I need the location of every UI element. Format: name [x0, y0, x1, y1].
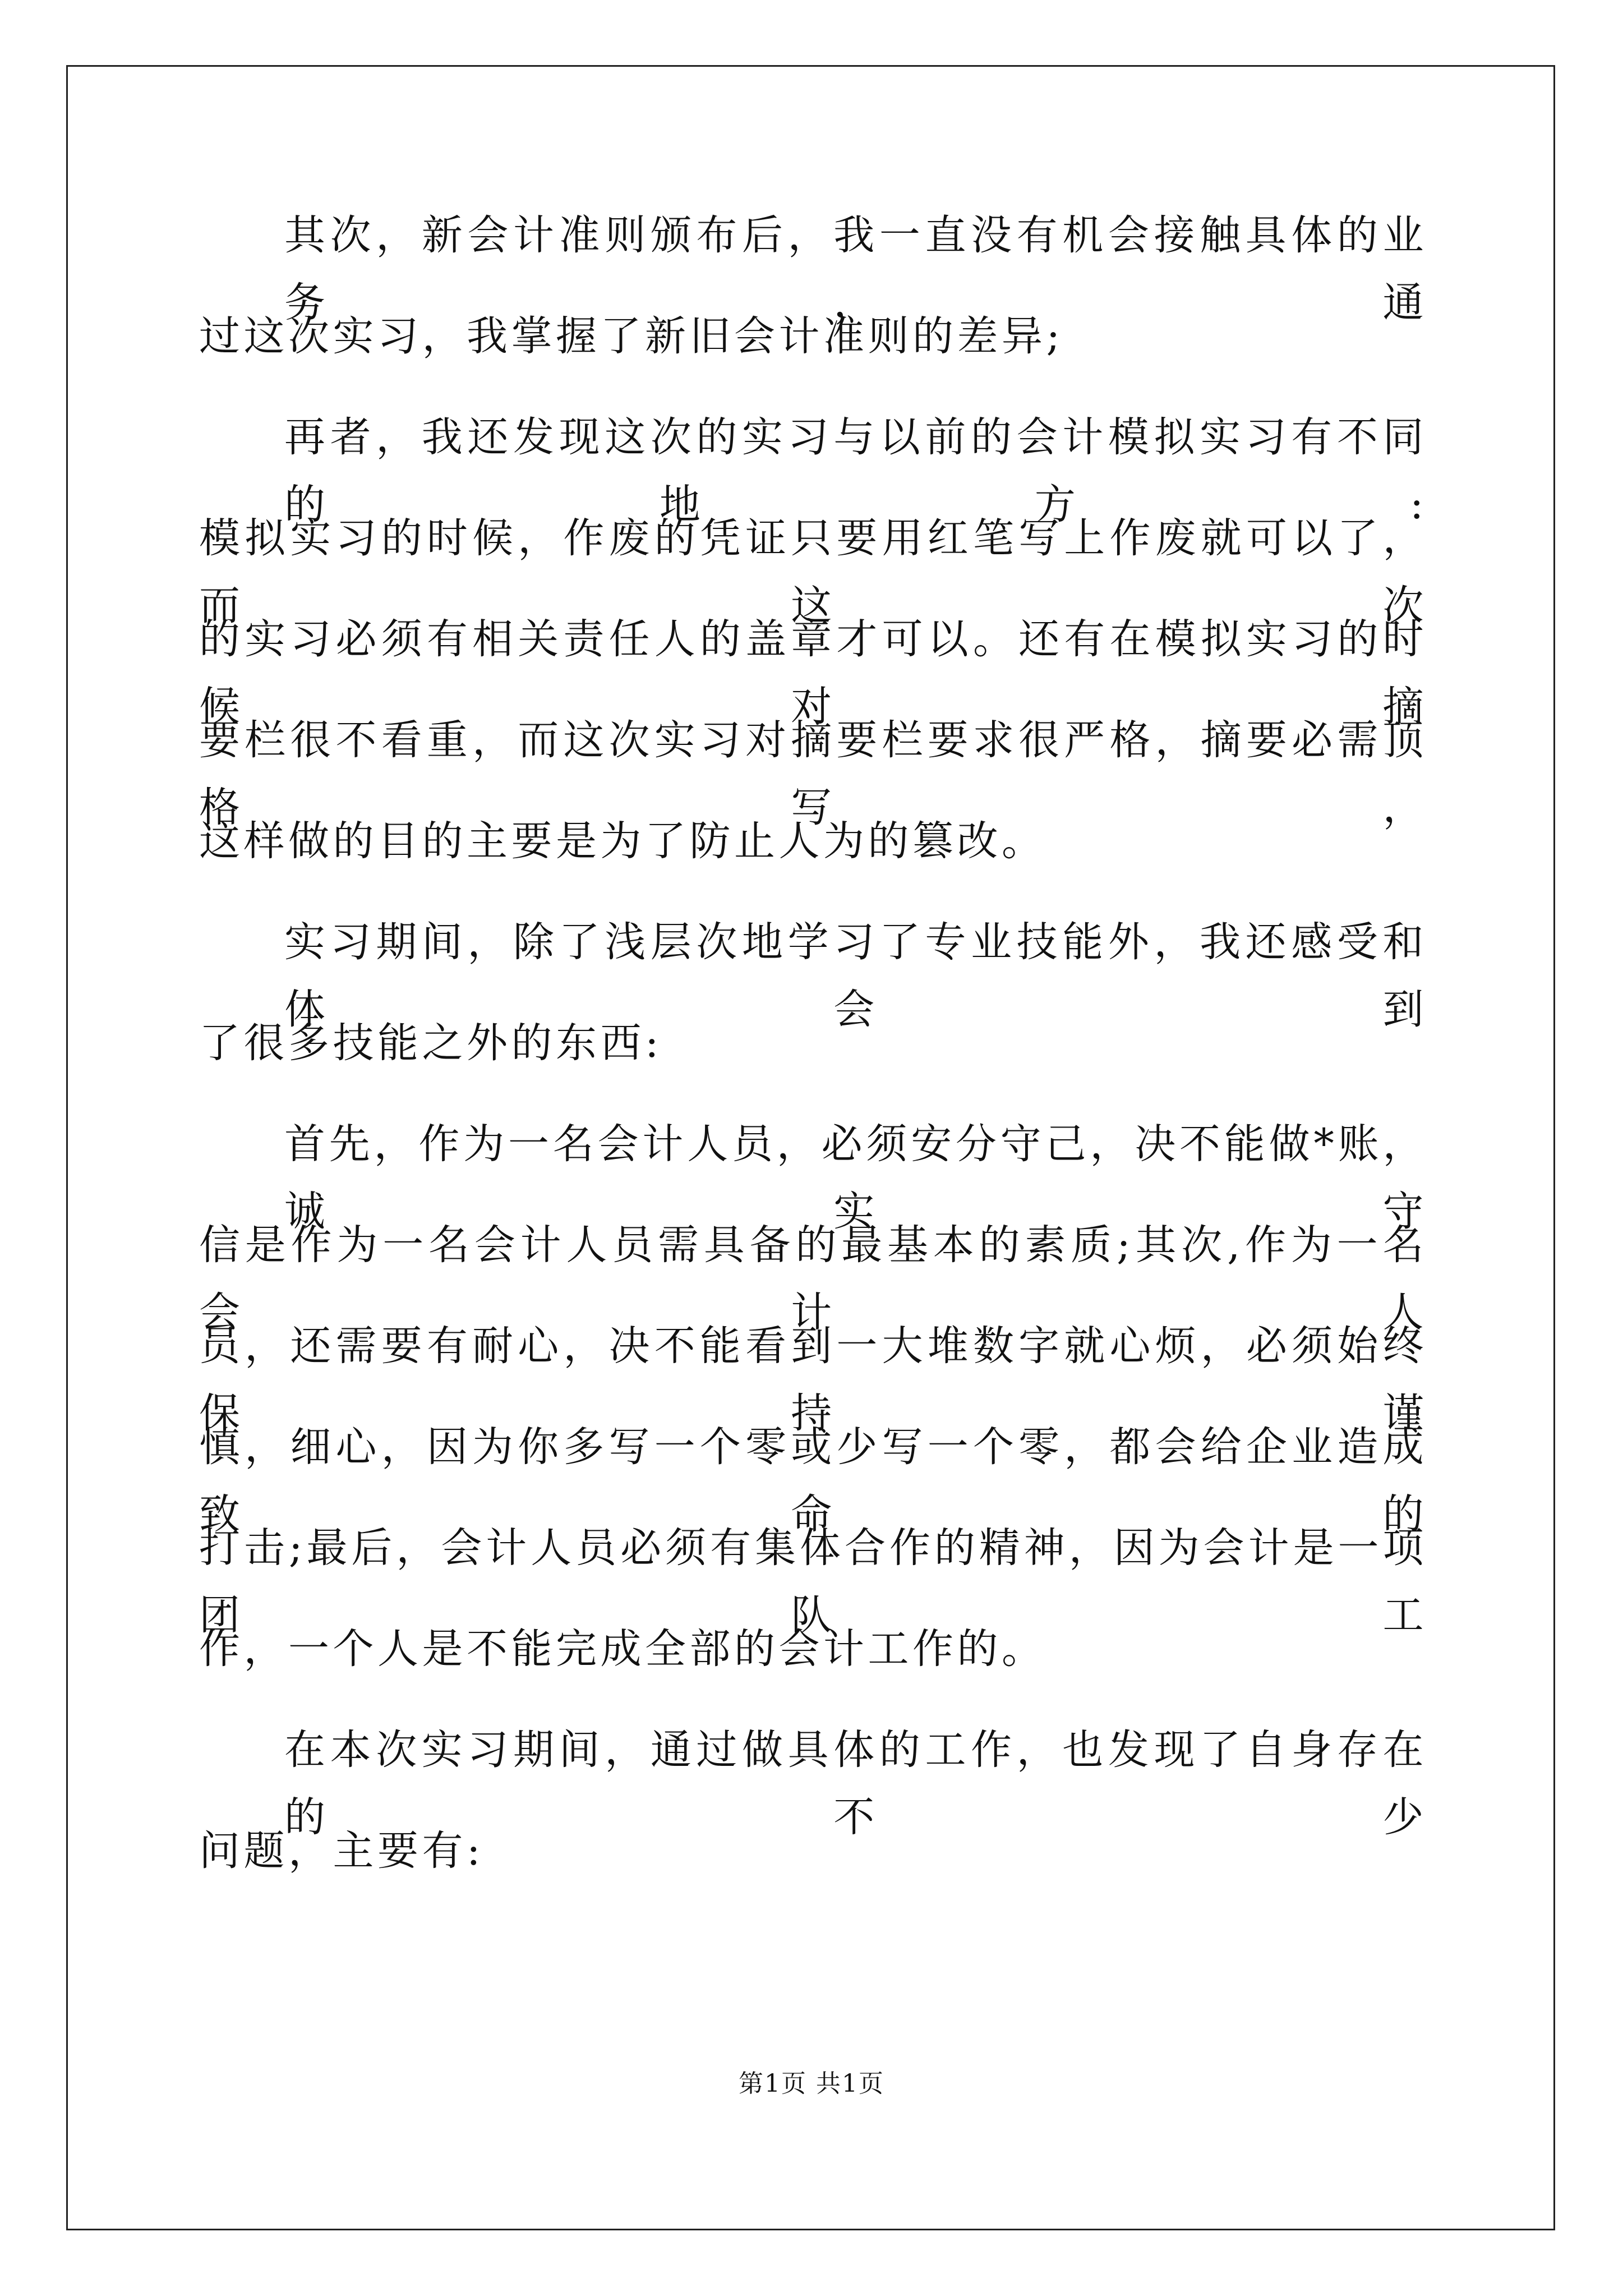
text-line: 的实习必须有相关责任人的盖章才可以。还有在模拟实习的时候对摘 [199, 615, 1427, 730]
text-line: 过这次实习，我掌握了新旧会计准则的差异; [199, 312, 1064, 360]
text-line: 模拟实习的时候，作废的凭证只要用红笔写上作废就可以了，而这次 [199, 514, 1427, 629]
text-line: 实习期间，除了浅层次地学习了专业技能外，我还感受和体会到 [284, 918, 1427, 1033]
text-line: 信是作为一名会计人员需具备的最基本的素质;其次,作为一名会计人 [199, 1221, 1427, 1336]
text-line: 了很多技能之外的东西: [199, 1019, 663, 1067]
text-line: 在本次实习期间，通过做具体的工作，也发现了自身存在的不少 [284, 1726, 1427, 1841]
page-footer: 第1页 共1页 [739, 2069, 884, 2098]
text-line: 员，还需要有耐心，决不能看到一大堆数字就心烦，必须始终保持谨 [199, 1322, 1427, 1437]
text-line: 再者，我还发现这次的实习与以前的会计模拟实习有不同的地方: [284, 413, 1427, 528]
text-line: 问题，主要有: [199, 1827, 485, 1875]
text-line: 这样做的目的主要是为了防止人为的篡改。 [199, 817, 1046, 865]
text-line: 作，一个人是不能完成全部的会计工作的。 [199, 1625, 1046, 1673]
text-line: 其次，新会计准则颁布后，我一直没有机会接触具体的业务，通 [284, 211, 1427, 326]
text-line: 打击;最后，会计人员必须有集体合作的精神，因为会计是一项团队工 [199, 1524, 1427, 1639]
text-line: 要栏很不看重，而这次实习对摘要栏要求很严格，摘要必需顶格写， [199, 716, 1427, 831]
text-line: 慎，细心，因为你多写一个零或少写一个零，都会给企业造成致命的 [199, 1423, 1427, 1538]
text-line: 首先，作为一名会计人员，必须安分守己，决不能做*账，诚实守 [284, 1120, 1427, 1235]
